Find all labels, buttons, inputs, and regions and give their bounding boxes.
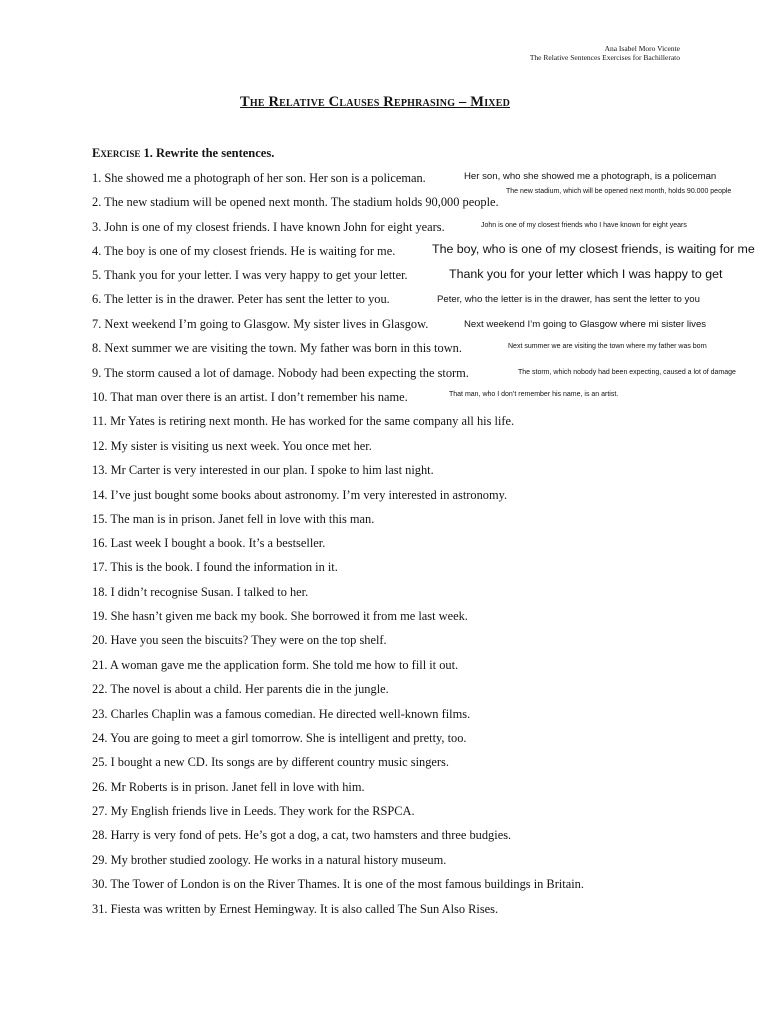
sentence-6: 6. The letter is in the drawer. Peter has sent the letter to you. (92, 292, 390, 306)
sentence-31: 31. Fiesta was written by Ernest Hemingway. It is also called The Sun Also Rises. (92, 902, 499, 916)
sentence-30: 30. The Tower of London is on the River Thames. It is one of the most famous buildings in Britain. (92, 877, 584, 891)
page-title: The Relative Clauses Rephrasing – Mixed (239, 94, 511, 110)
answer-7: Next weekend I’m going to Glasgow where mi sister lives (464, 319, 707, 330)
sentence-12: 12. My sister is visiting us next week. You once met her. (92, 439, 372, 453)
sentence-15: 15. The man is in prison. Janet fell in love with this man. (92, 512, 375, 526)
answer-9: The storm, which nobody had been expecting, caused a lot of damage (518, 369, 736, 376)
sentence-20: 20. Have you seen the biscuits? They were on the top shelf. (92, 633, 387, 647)
sentence-3: 3. John is one of my closest friends. I have known John for eight years. (92, 220, 445, 234)
answer-3: John is one of my closest friends who I have known for eight years (481, 222, 687, 229)
answer-6: Peter, who the letter is in the drawer, has sent the letter to you (437, 294, 700, 305)
exercise-label: Exercise 1. (92, 146, 153, 160)
exercise-heading (92, 146, 274, 161)
sentence-11: 11. Mr Yates is retiring next month. He has worked for the same company all his life. (92, 414, 515, 428)
sentence-7: 7. Next weekend I’m going to Glasgow. My sister lives in Glasgow. (92, 317, 429, 331)
sentence-17: 17. This is the book. I found the information in it. (92, 560, 338, 574)
sentence-4: 4. The boy is one of my closest friends. He is waiting for me. (92, 244, 396, 258)
sentence-28: 28. Harry is very fond of pets. He’s got a dog, a cat, two hamsters and three budgies. (92, 828, 512, 842)
sentence-2: 2. The new stadium will be opened next month. The stadium holds 90,000 people. (92, 195, 499, 209)
header-author: Ana Isabel Moro Vicente (604, 44, 680, 53)
sentence-10: 10. That man over there is an artist. I don’t remember his name. (92, 390, 408, 404)
sentence-25: 25. I bought a new CD. Its songs are by different country music singers. (92, 755, 449, 769)
sentence-16: 16. Last week I bought a book. It’s a bestseller. (92, 536, 326, 550)
answer-4: The boy, who is one of my closest friends, is waiting for me (432, 242, 755, 256)
sentence-18: 18. I didn’t recognise Susan. I talked to her. (92, 585, 309, 599)
answer-2: The new stadium, which will be opened next month, holds 90.000 people (506, 188, 732, 195)
answer-8: Next summer we are visiting the town where my father was born (508, 343, 707, 350)
answer-10: That man, who I don’t remember his name, is an artist. (449, 391, 619, 398)
sentence-5: 5. Thank you for your letter. I was very happy to get your letter. (92, 268, 408, 282)
header-subtitle: The Relative Sentences Exercises for Bachillerato (529, 53, 680, 62)
sentence-9: 9. The storm caused a lot of damage. Nobody had been expecting the storm. (92, 366, 469, 380)
sentence-8: 8. Next summer we are visiting the town. My father was born in this town. (92, 341, 462, 355)
answer-1: Her son, who she showed me a photograph, is a policeman (464, 171, 717, 182)
sentence-27: 27. My English friends live in Leeds. They work for the RSPCA. (92, 804, 415, 818)
sentence-26: 26. Mr Roberts is in prison. Janet fell in love with him. (92, 780, 365, 794)
sentence-21: 21. A woman gave me the application form. She told me how to fill it out. (92, 658, 459, 672)
answer-5: Thank you for your letter which I was happy to get (449, 267, 723, 281)
sentence-14: 14. I’ve just bought some books about astronomy. I’m very interested in astronomy. (92, 488, 508, 502)
sentence-24: 24. You are going to meet a girl tomorrow. She is intelligent and pretty, too. (92, 731, 467, 745)
sentence-22: 22. The novel is about a child. Her parents die in the jungle. (92, 682, 389, 696)
sentence-13: 13. Mr Carter is very interested in our plan. I spoke to him last night. (92, 463, 434, 477)
sentence-23: 23. Charles Chaplin was a famous comedian. He directed well-known films. (92, 707, 471, 721)
sentence-19: 19. She hasn’t given me back my book. She borrowed it from me last week. (92, 609, 468, 623)
exercise-instruction: Rewrite the sentences. (155, 146, 275, 160)
sentence-1: 1. She showed me a photograph of her son. Her son is a policeman. (92, 171, 426, 185)
sentence-29: 29. My brother studied zoology. He works in a natural history museum. (92, 853, 447, 867)
